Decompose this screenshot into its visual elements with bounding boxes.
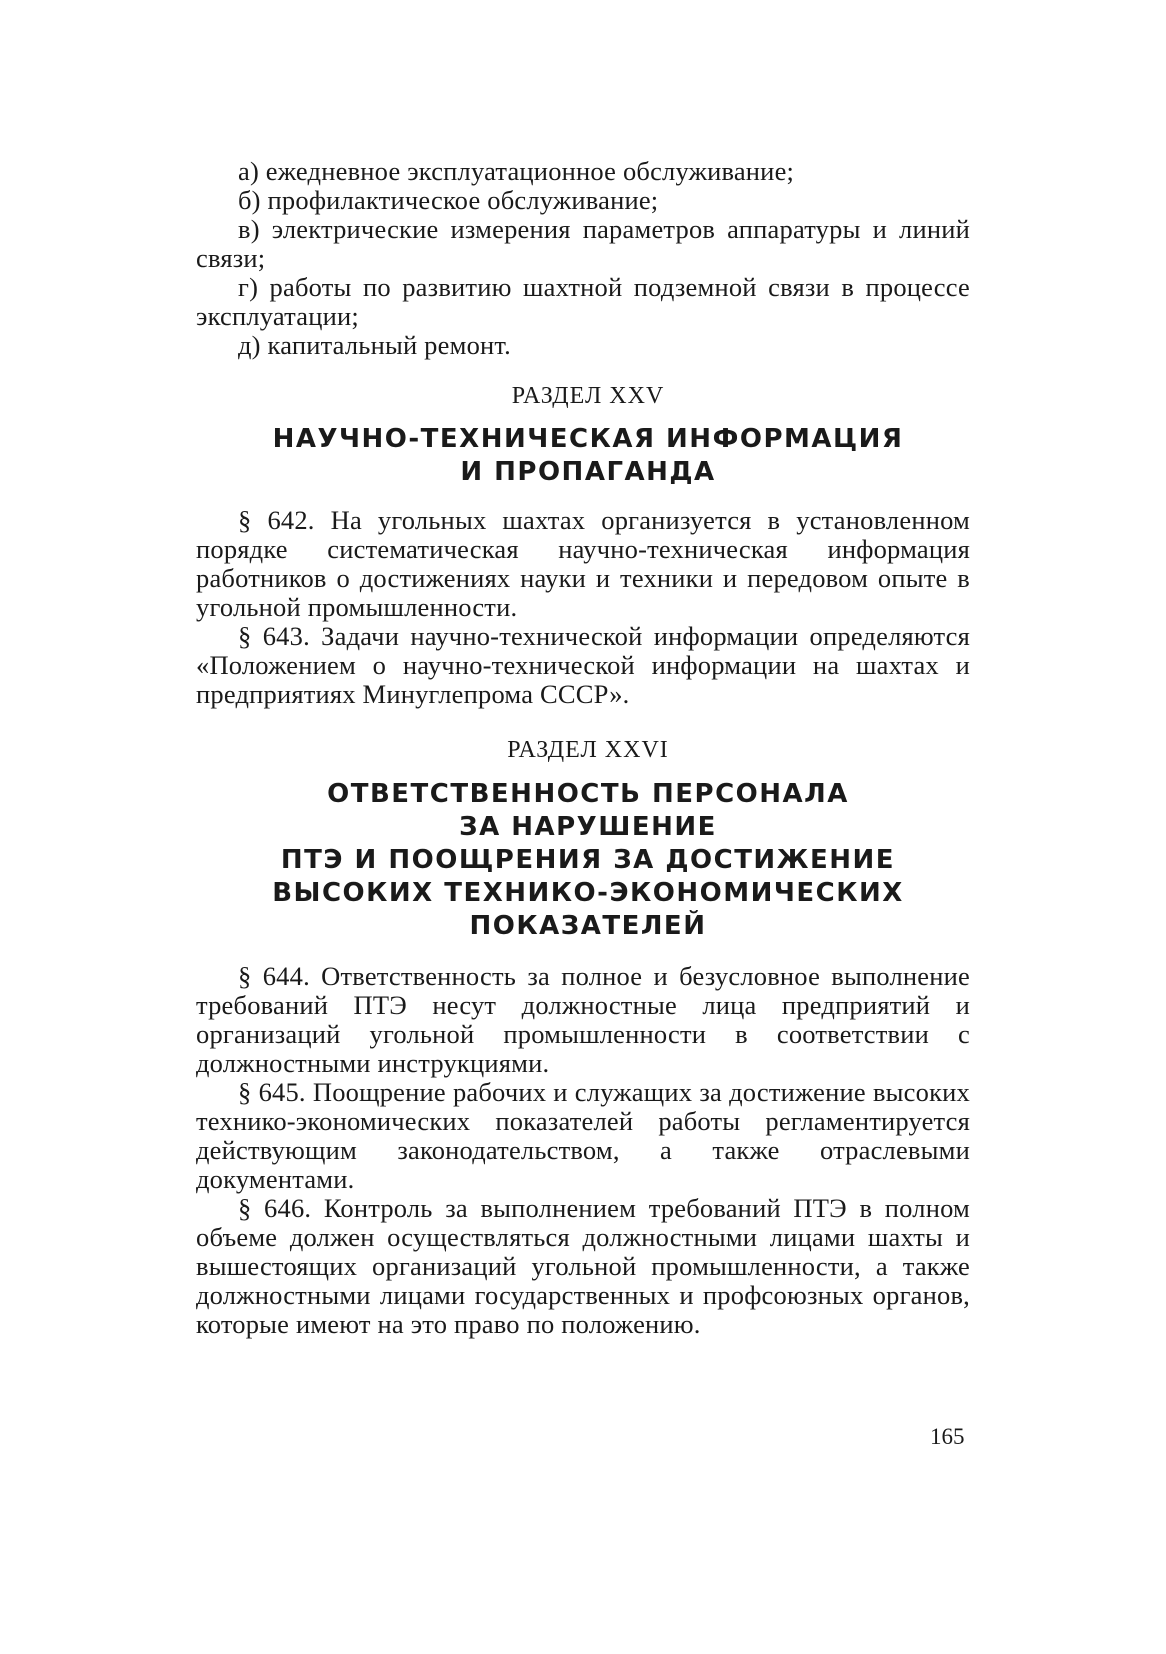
section-26-heading [0, 778, 1166, 943]
paragraph-646: § 646. Контроль за выполнением требований ПТЭ в полном объеме должен осуществляться должностными лицами шахты и вышестоящих организаций угольной промышленности, а также должностными лицами государственных и профсоюзных органов, которые имеют на это право по положению. [196, 1193, 970, 1339]
section-26-body [196, 962, 970, 1339]
section-26-label: РАЗДЕЛ XXVI [507, 737, 669, 763]
paragraph-642: § 642. На угольных шахтах организуется в установленном порядке систематическая научно-техническая информация работников о достижениях науки и техники и передовом опыте в угольной промышленности. [196, 505, 970, 622]
list-item: д) капитальный ремонт. [238, 330, 512, 360]
paragraph-643: § 643. Задачи научно-технической информации определяются «Положением о научно-технической информации на шахтах и предприятиях Минуглепрома СССР». [196, 621, 970, 709]
list-item: а) ежедневное эксплуатационное обслуживание; [238, 156, 795, 186]
paragraph-645: § 645. Поощрение рабочих и служащих за достижение высоких технико-экономических показателей работы регламентируется действующим законодательством, а также отраслевыми документами. [196, 1077, 970, 1194]
maintenance-list [196, 157, 970, 360]
paragraph-644: § 644. Ответственность за полное и безусловное выполнение требований ПТЭ несут должностные лица предприятий и организаций угольной промышленности в соответствии с должностными инструкциями. [196, 961, 970, 1078]
list-item: б) профилактическое обслуживание; [238, 185, 659, 215]
heading-line: ПТЭ И ПООЩРЕНИЯ ЗА ДОСТИЖЕНИЕ [280, 845, 896, 875]
heading-line: ПОКАЗАТЕЛЕЙ [469, 911, 707, 941]
list-item: в) электрические измерения параметров аппаратуры и линий связи; [196, 214, 970, 273]
heading-line: ЗА НАРУШЕНИЕ [459, 812, 717, 842]
heading-line: И ПРОПАГАНДА [460, 457, 716, 487]
heading-line: ВЫСОКИХ ТЕХНИКО-ЭКОНОМИЧЕСКИХ [272, 878, 904, 908]
heading-line: ОТВЕТСТВЕННОСТЬ ПЕРСОНАЛА [327, 779, 849, 809]
heading-line: НАУЧНО-ТЕХНИЧЕСКАЯ ИНФОРМАЦИЯ [272, 424, 904, 454]
section-25-heading [0, 423, 1166, 489]
page-number: 165 [930, 1424, 965, 1449]
list-item: г) работы по развитию шахтной подземной связи в процессе эксплуатации; [196, 272, 970, 331]
section-25-body [196, 506, 970, 709]
section-25-label: РАЗДЕЛ XXV [511, 383, 665, 409]
